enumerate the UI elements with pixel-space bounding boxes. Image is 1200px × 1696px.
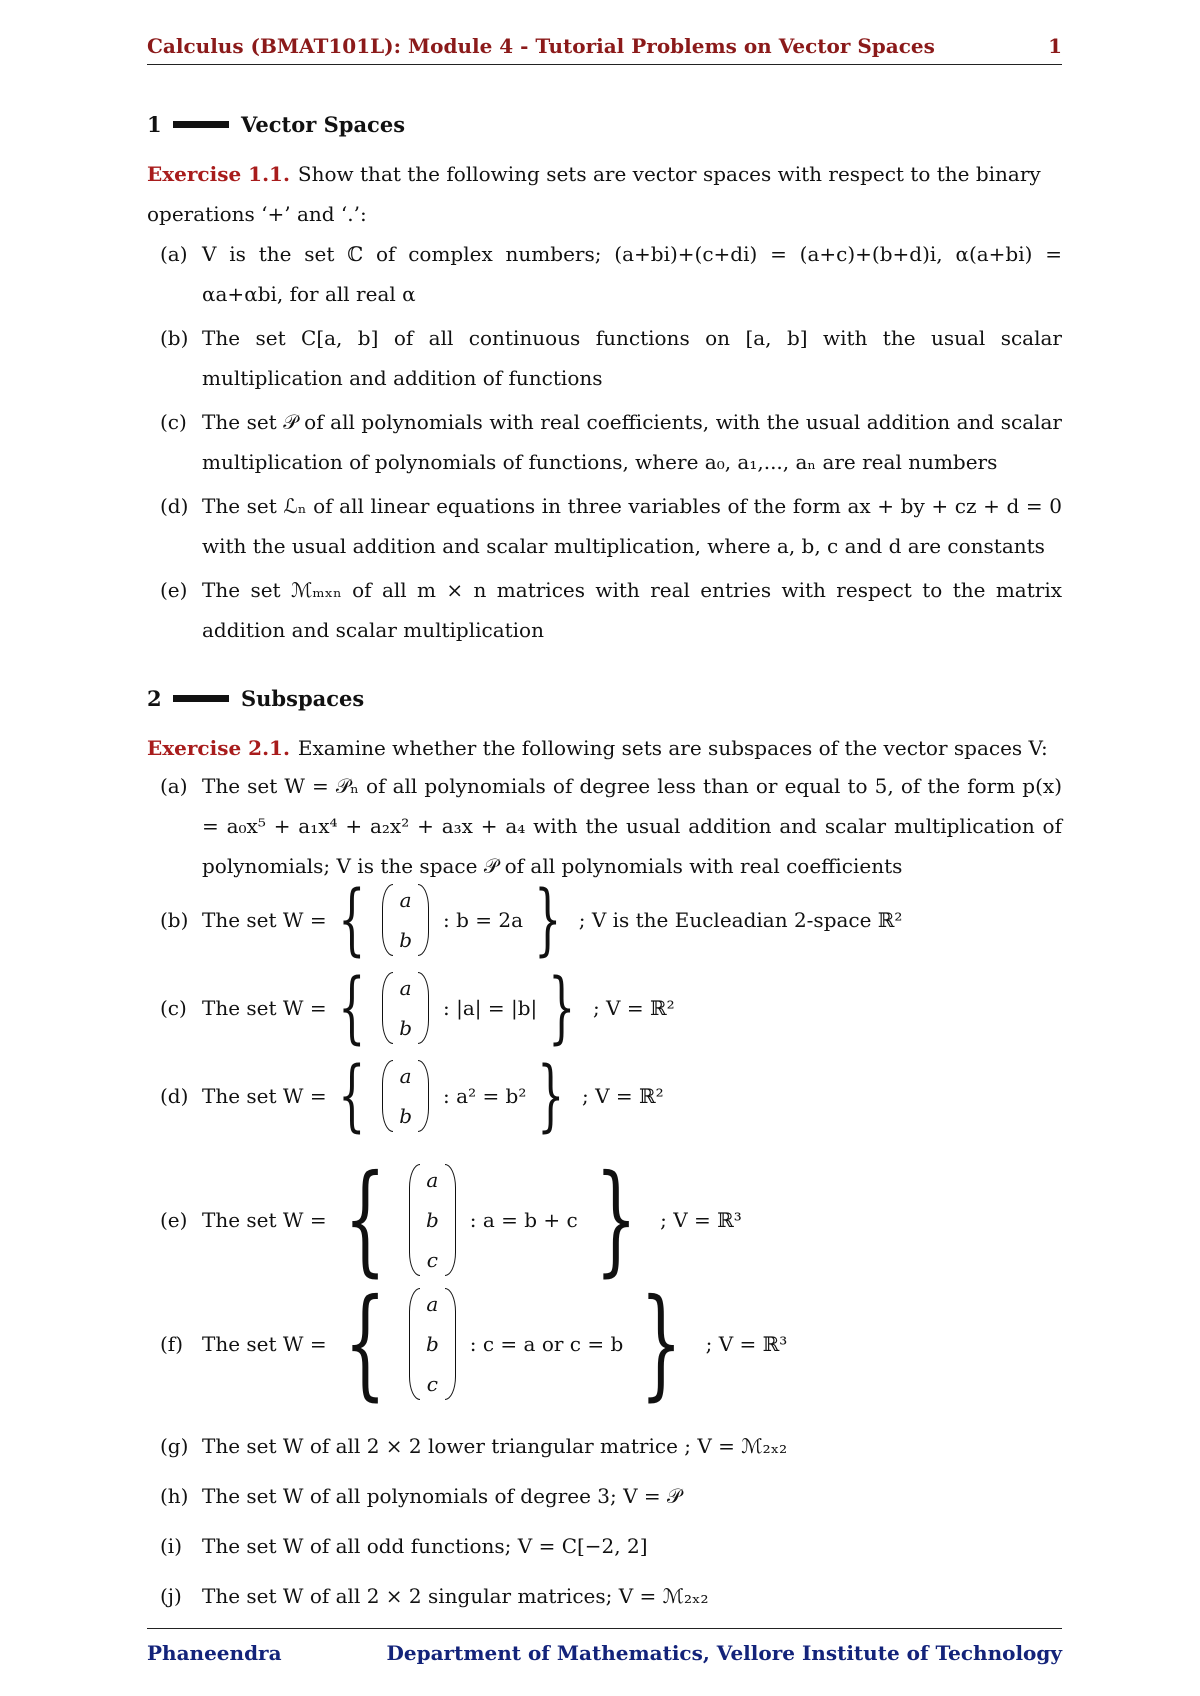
- vector-entry: b: [425, 1208, 439, 1232]
- exercise-statement: Show that the following sets are vector spaces with respect to the binary operations ‘+’ and ‘.’:: [147, 162, 1041, 226]
- set-prefix: The set W =: [202, 1084, 327, 1108]
- item-text: The set ℳₘₓₙ of all m × n matrices with real entries with respect to the matrix addition and scalar multiplication: [202, 578, 1062, 642]
- set-item-d: [160, 1051, 664, 1141]
- item-label: (b): [160, 326, 189, 350]
- item-label: (d): [160, 494, 189, 518]
- right-brace: }: [594, 1150, 637, 1289]
- left-brace: {: [337, 1051, 366, 1141]
- item-label: (c): [160, 996, 187, 1020]
- item-text: The set W of all polynomials of degree 3; V = 𝒫: [202, 1484, 682, 1508]
- item-text: The set ℒₙ of all linear equations in three variables of the form ax + by + cz + d = 0 with the usual addition and scalar multiplication, where a, b, c and d are constants: [202, 494, 1062, 558]
- set-item-f: [160, 1274, 788, 1413]
- item-text: V is the set ℂ of complex numbers; (a+bi)+(c+di) = (a+c)+(b+d)i, α(a+bi) = αa+αbi, for all real α: [202, 242, 1062, 306]
- set-condition: : |a| = |b|: [443, 996, 538, 1020]
- column-vector: [409, 1160, 456, 1280]
- vector-space-spec: ; V is the Eucleadian 2-space ℝ²: [578, 908, 903, 932]
- vector-entry: b: [425, 1332, 439, 1356]
- item-label: (j): [160, 1584, 182, 1608]
- exercise-1-1: [147, 154, 1062, 234]
- column-vector: [382, 968, 429, 1048]
- section-number: 2: [147, 686, 162, 711]
- vector-space-spec: ; V = ℝ²: [582, 1084, 664, 1108]
- vector-entry: a: [399, 1064, 412, 1088]
- item-text: The set W of all odd functions; V = C[−2, 2]: [202, 1534, 648, 1558]
- item-label: (h): [160, 1484, 189, 1508]
- section-heading-vector-spaces: [147, 112, 405, 137]
- set-item-b: [160, 875, 903, 965]
- left-paren: [382, 884, 393, 956]
- left-brace: {: [337, 875, 366, 965]
- item-label: (a): [160, 242, 188, 266]
- vector-entry: c: [426, 1372, 438, 1396]
- set-condition: : a = b + c: [469, 1208, 578, 1232]
- item-text: The set C[a, b] of all continuous functions on [a, b] with the usual scalar multiplication and addition of functions: [202, 326, 1062, 390]
- vector-space-spec: ; V = ℝ³: [705, 1332, 788, 1356]
- right-brace: }: [548, 963, 576, 1053]
- page-footer: [147, 1628, 1062, 1669]
- set-condition: : c = a or c = b: [469, 1332, 624, 1356]
- vector-entry: a: [426, 1292, 439, 1316]
- item-label: (f): [160, 1332, 184, 1356]
- set-prefix: The set W =: [202, 1332, 327, 1356]
- column-vector: [382, 1056, 429, 1136]
- vector-entry: a: [399, 976, 412, 1000]
- right-brace: }: [537, 1051, 565, 1141]
- left-paren: [409, 1164, 420, 1276]
- right-brace: }: [534, 875, 562, 965]
- item-label: (d): [160, 1084, 189, 1108]
- right-paren: [445, 1288, 456, 1400]
- item-label: (b): [160, 908, 189, 932]
- item-text: The set W of all 2 × 2 singular matrices; V = ℳ₂ₓ₂: [202, 1584, 709, 1608]
- item-text: The set W = 𝒫ₙ of all polynomials of degree less than or equal to 5, of the form p(x) = a₀x⁵ + a₁x⁴ + a₂x² + a₃x + a₄ with the usual addition and scalar multiplication of polynomials; V is the space 𝒫 of all polynomials with real coefficients: [202, 774, 1062, 878]
- exercise-label: Exercise 2.1.: [147, 736, 290, 760]
- footer-author: Phaneendra: [147, 1641, 282, 1665]
- left-brace: {: [343, 1274, 386, 1413]
- set-prefix: The set W =: [202, 1208, 327, 1232]
- section-bar: [173, 695, 229, 702]
- column-vector: [382, 880, 429, 960]
- left-paren: [409, 1288, 420, 1400]
- vector-entry: a: [399, 888, 412, 912]
- set-prefix: The set W =: [202, 996, 327, 1020]
- vector-entry: b: [399, 1104, 413, 1128]
- exercise-statement: Examine whether the following sets are subspaces of the vector spaces V:: [297, 736, 1048, 760]
- set-condition: : a² = b²: [443, 1084, 527, 1108]
- set-item-c: [160, 963, 675, 1053]
- exercise-2-1: [147, 728, 1062, 768]
- section-title: Subspaces: [241, 686, 365, 711]
- set-prefix: The set W =: [202, 908, 327, 932]
- item-text: The set 𝒫 of all polynomials with real coefficients, with the usual addition and scalar multiplication of polynomials of functions, where a₀, a₁,..., aₙ are real numbers: [202, 410, 1062, 474]
- vector-entry: b: [399, 928, 413, 952]
- left-brace: {: [337, 963, 366, 1053]
- item-label: (c): [160, 410, 187, 434]
- left-paren: [382, 972, 393, 1044]
- section-title: Vector Spaces: [241, 112, 406, 137]
- right-paren: [418, 1060, 429, 1132]
- item-text: The set W of all 2 × 2 lower triangular matrice ; V = ℳ₂ₓ₂: [202, 1434, 788, 1458]
- set-condition: : b = 2a: [443, 908, 524, 932]
- column-vector: [409, 1284, 456, 1404]
- left-brace: {: [343, 1150, 386, 1289]
- footer-department: Department of Mathematics, Vellore Institute of Technology: [386, 1641, 1062, 1665]
- exercise-label: Exercise 1.1.: [147, 162, 290, 186]
- item-label: (i): [160, 1534, 183, 1558]
- right-paren: [418, 972, 429, 1044]
- item-label: (e): [160, 1208, 188, 1232]
- right-paren: [418, 884, 429, 956]
- vector-entry: b: [399, 1016, 413, 1040]
- header-title: Calculus (BMAT101L): Module 4 - Tutorial Problems on Vector Spaces: [147, 34, 935, 58]
- item-label: (e): [160, 578, 188, 602]
- right-brace: }: [640, 1274, 683, 1413]
- right-paren: [445, 1164, 456, 1276]
- item-label: (a): [160, 774, 188, 798]
- section-heading-subspaces: [147, 686, 364, 711]
- page-header: [147, 30, 1062, 65]
- item-label: (g): [160, 1434, 189, 1458]
- left-paren: [382, 1060, 393, 1132]
- vector-space-spec: ; V = ℝ²: [592, 996, 675, 1020]
- vector-space-spec: ; V = ℝ³: [660, 1208, 742, 1232]
- section-number: 1: [147, 112, 162, 137]
- section-bar: [173, 121, 229, 128]
- set-item-e: [160, 1150, 742, 1289]
- header-page-number: 1: [1048, 34, 1062, 58]
- vector-entry: c: [426, 1248, 438, 1272]
- vector-entry: a: [426, 1168, 439, 1192]
